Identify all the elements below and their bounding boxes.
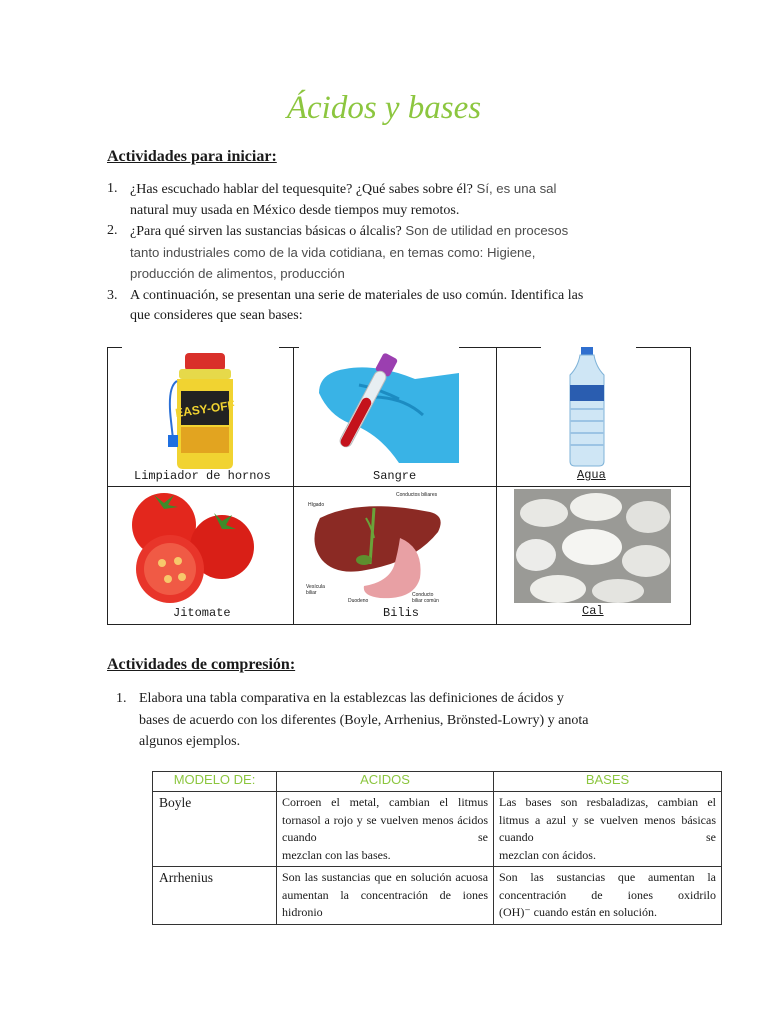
- grid-border: [107, 347, 122, 348]
- material-label: Sangre: [373, 469, 417, 483]
- bases-cell: Son las sustancias que aumentan la concentración de iones oxidrilo (OH)⁻ cuando están en solución.: [494, 867, 722, 925]
- svg-text:biliar: biliar: [306, 590, 317, 596]
- material-label: Cal: [582, 604, 604, 618]
- column-header: ACIDOS: [277, 772, 494, 792]
- table-header-row: [153, 772, 722, 792]
- acids-cell: Corroen el metal, cambian el litmus tornasol a rojo y se vuelven menos ácidos cuando se mezclan con las bases.: [277, 792, 494, 867]
- table-row: [153, 867, 722, 925]
- svg-text:Hígado: Hígado: [308, 502, 325, 508]
- answer-text: Son de utilidad en procesos: [401, 223, 569, 238]
- bases-cell: Las bases son resbaladizas, cambian el litmus a azul y se vuelven menos básicas cuando se mezclan con ácidos.: [494, 792, 722, 867]
- tomato-image: [124, 489, 256, 605]
- grid-border: [636, 347, 691, 348]
- model-cell: Arrhenius: [153, 867, 277, 925]
- material-label: Bilis: [383, 606, 420, 620]
- question-text: ¿Has escuchado hablar del tequesquite? ¿Qué sabes sobre él?: [130, 182, 473, 197]
- answer-text: Sí, es una sal: [472, 181, 557, 196]
- answer-text: tanto industriales como de la vida cotidiana, en temas como: Higiene,: [130, 244, 536, 260]
- oven-cleaner-image: [163, 351, 237, 469]
- svg-text:Conductos biliares: Conductos biliares: [396, 492, 438, 498]
- grid-border: [496, 347, 497, 625]
- column-header: MODELO DE:: [153, 772, 277, 792]
- grid-border: [293, 347, 294, 625]
- section-heading-iniciar: Actividades para iniciar:: [107, 148, 277, 165]
- model-cell: Boyle: [153, 792, 277, 867]
- svg-text:Vesícula: Vesícula: [306, 584, 325, 590]
- section-heading-compresion: Actividades de compresión:: [107, 656, 296, 673]
- answer-text: natural muy usada en México desde tiempos muy remotos.: [130, 202, 460, 218]
- liver-diagram-image: [304, 488, 456, 608]
- lime-stones-image: [514, 489, 671, 603]
- answer-text: producción de alimentos, producción: [130, 266, 345, 281]
- water-bottle-image: [564, 347, 610, 467]
- list-item: 2. ¿Para qué sirven las sustancias básicas o álcalis? Son de utilidad en procesos tanto industriales como de la vida cotidiana, en temas como: Higiene, producción de alimentos, producción: [107, 223, 569, 281]
- materials-grid: [107, 347, 691, 625]
- grid-border: [459, 347, 541, 348]
- list-item: 1. ¿Has escuchado hablar del tequesquite? ¿Qué sabes sobre él? Sí, es una sal natural muy usada en México desde tiempos muy remotos.: [107, 181, 557, 218]
- question-text: ¿Para qué sirven las sustancias básicas o álcalis?: [130, 224, 402, 239]
- svg-text:biliar común: biliar común: [412, 598, 439, 604]
- svg-text:Duodeno: Duodeno: [348, 598, 369, 604]
- material-label: Agua: [577, 468, 606, 482]
- activity-list: [107, 179, 667, 327]
- grid-border: [107, 624, 691, 625]
- column-header: BASES: [494, 772, 722, 792]
- svg-text:EASY-OFF: EASY-OFF: [174, 397, 236, 421]
- blood-tube-image: [303, 349, 461, 471]
- page-title: Ácidos y bases: [286, 90, 482, 126]
- comparison-table: [152, 771, 722, 925]
- grid-border: [107, 347, 108, 625]
- comprehension-list: [116, 688, 666, 753]
- table-row: [153, 792, 722, 867]
- list-item: 3. A continuación, se presentan una serie de materiales de uso común. Identifica las que consideres que sean bases:: [107, 287, 584, 323]
- grid-border: [279, 347, 299, 348]
- acids-cell: Son las sustancias que en solución acuosa aumentan la concentración de iones hidronio: [277, 867, 494, 925]
- grid-border: [107, 486, 691, 487]
- grid-border: [690, 347, 691, 625]
- list-item: 1. Elabora una tabla comparativa en la establezcas las definiciones de ácidos y bases de acuerdo con los diferentes (Boyle, Arrhenius, Brönsted-Lowry) y anota algunos ejemplos.: [116, 691, 589, 749]
- svg-text:Conducto: Conducto: [412, 592, 434, 598]
- material-label: Jitomate: [173, 606, 231, 620]
- material-label: Limpiador de hornos: [134, 469, 271, 483]
